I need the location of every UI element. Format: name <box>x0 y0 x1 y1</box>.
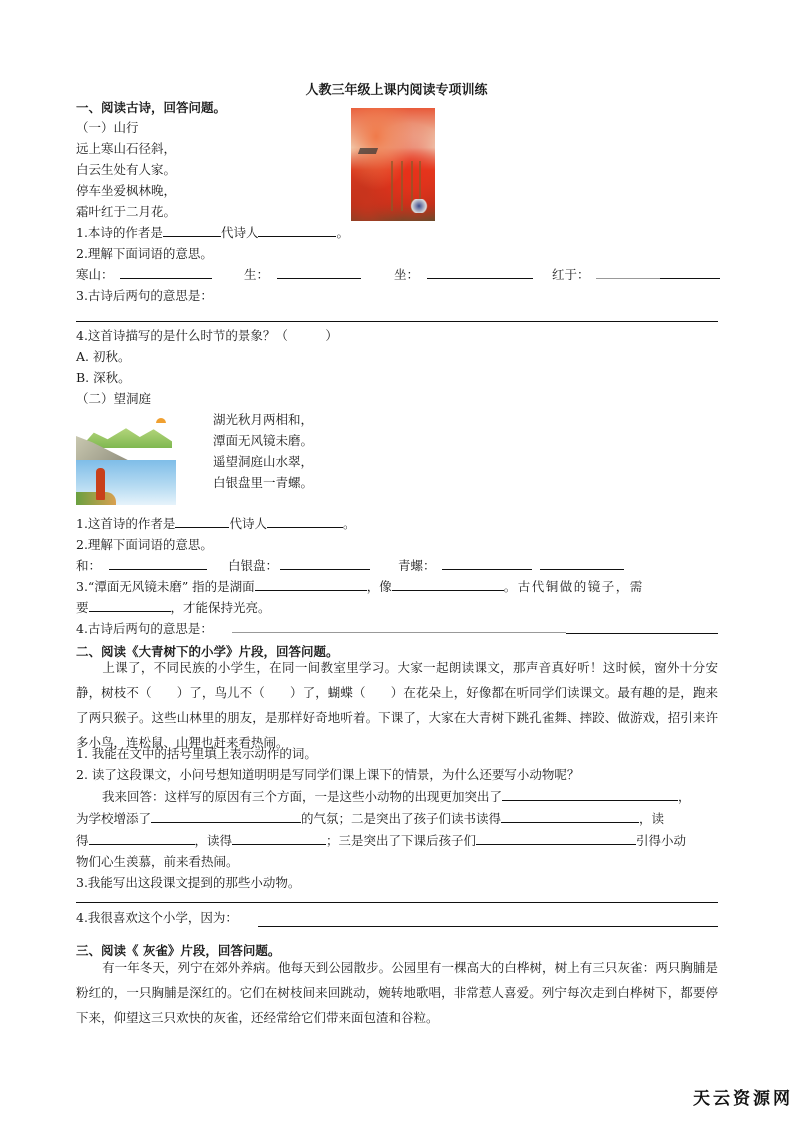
poem1-question-4: 4.这首诗描写的是什么时节的景象？（ ） <box>76 328 338 343</box>
question-text: 3.“潭面无风镜未磨” 指的是湖面 <box>76 579 255 594</box>
answer-line[interactable] <box>566 633 718 634</box>
hongyu-blank[interactable] <box>596 265 660 279</box>
answer-line[interactable] <box>258 926 718 927</box>
answer-text: 得 <box>76 833 89 848</box>
question-text: 。古代铜做的镜子，需 <box>503 579 644 594</box>
section2-question-2: 2. 读了这段课文，小问号想知道明明是写同学们课上课下的情景，为什么还要写小动物呢？ <box>76 767 580 782</box>
word-label: 青螺： <box>398 558 436 573</box>
question-text: 。 <box>336 225 349 240</box>
section2-question-1: 1. 我能在文中的括号里填上表示动作的词。 <box>76 746 317 761</box>
word-zuo <box>394 265 533 285</box>
sheng-blank[interactable] <box>277 265 361 279</box>
poem1-question-2: 2.理解下面词语的意思。 <box>76 246 213 261</box>
answer-blank-6[interactable] <box>476 831 636 845</box>
sun-shape <box>156 418 166 423</box>
maple-forest-image <box>351 108 435 221</box>
poem1-question-3: 3.古诗后两句的意思是： <box>76 288 213 303</box>
word-label: 红于： <box>552 267 590 282</box>
passage-text: 有一年冬天，列宁在郊外养病。他每天到公园散步。公园里有一棵高大的白桦树，树上有三只灰雀：两只胸脯是粉红的，一只胸脯是深红的。它们在树枝间来回跳动，婉转地歌唱，非常惹人喜爱。列宁每次走到白桦树下，都要停下来，仰望这三只欢快的灰雀，还经常给它们带来面包渣和谷粒。 <box>76 960 718 1025</box>
poem1-subtitle: （一）山行 <box>76 120 139 135</box>
word-baiyinpan <box>228 556 370 576</box>
lake-blank[interactable] <box>255 577 367 591</box>
word-hanshan <box>76 265 212 285</box>
section3-heading: 三、阅读《 灰雀》片段，回答问题。 <box>76 943 281 958</box>
word-qingluo <box>398 556 624 576</box>
section3-passage <box>76 955 718 1030</box>
author-blank[interactable] <box>163 223 221 237</box>
qingluo-blank-2[interactable] <box>540 556 624 570</box>
tree-trunk <box>401 161 403 211</box>
option-a[interactable]: A. 初秋。 <box>76 349 131 364</box>
answer-text: 为学校增添了 <box>76 811 152 826</box>
section2-question-3: 3.我能写出这段课文提到的那些小动物。 <box>76 875 301 890</box>
poem1-line: 停车坐爱枫林晚， <box>76 183 177 198</box>
poem1-line: 霜叶红于二月花。 <box>76 204 177 219</box>
answer-text: ；三是突出了下课后孩子们 <box>326 833 477 848</box>
word-label: 坐： <box>394 267 420 282</box>
tree-trunk <box>391 161 393 211</box>
hanshan-blank[interactable] <box>120 265 212 279</box>
question-text: ，像 <box>366 579 392 594</box>
baiyinpan-blank[interactable] <box>280 556 370 570</box>
answer-line-2 <box>76 809 664 829</box>
word-sheng <box>244 265 361 285</box>
poem2-subtitle: （二）望洞庭 <box>76 391 152 406</box>
poem2-question-3 <box>76 577 718 597</box>
section2-passage <box>76 655 718 755</box>
lake-dongting-image <box>76 410 176 505</box>
question-text: 要 <box>76 600 89 615</box>
author-blank[interactable] <box>175 514 229 528</box>
answer-line[interactable] <box>76 321 718 322</box>
house-shape <box>358 148 378 154</box>
poem2-line: 潭面无风镜未磨。 <box>213 433 314 448</box>
question-text: ，才能保持光亮。 <box>170 600 271 615</box>
poem2-line: 湖光秋月两相和， <box>213 412 314 427</box>
question-text: 1.本诗的作者是 <box>76 225 163 240</box>
answer-line-4: 物们心生羡慕，前来看热闹。 <box>76 854 239 869</box>
passage-text: 上课了，不同民族的小学生，在同一间教室里学习。大家一起朗读课文，那声音真好听！这时候，窗外十分安静，树枝不（ ）了，鸟儿不（ ）了，蝴蝶（ ）在花朵上，好像都在听同学们读课文。最有趣的是，跑来了两只猴子。这些山林里的朋友，是那样好奇地听着。下课了，大家在大青树下跳孔雀舞、摔跤、做游戏，招引来许多小鸟，连松鼠、山狸也赶来看热闹。 <box>76 660 718 750</box>
answer-blank-3[interactable] <box>501 809 639 823</box>
word-label: 生： <box>244 267 270 282</box>
answer-text: ，读 <box>639 811 665 826</box>
like-blank[interactable] <box>392 577 504 591</box>
answer-text: 引得小动 <box>636 833 687 848</box>
poem1-line: 远上寒山石径斜， <box>76 141 177 156</box>
document-title: 人教三年级上课内阅读专项训练 <box>305 83 488 98</box>
poem1-question-1 <box>76 223 349 243</box>
option-b[interactable]: B. 深秋。 <box>76 370 131 385</box>
zuo-blank[interactable] <box>427 265 533 279</box>
answer-line-3 <box>76 831 686 851</box>
hongyu-blank-2[interactable] <box>660 265 720 279</box>
dynasty-blank[interactable] <box>267 514 343 528</box>
poem2-question-1 <box>76 514 355 534</box>
poem2-question-3-cont <box>76 598 271 618</box>
answer-blank-1[interactable] <box>502 787 678 801</box>
person-shape <box>96 468 105 500</box>
question-text: 代诗人 <box>229 516 267 531</box>
word-label: 和： <box>76 558 102 573</box>
section2-heading: 二、阅读《大青树下的小学》片段，回答问题。 <box>76 644 339 659</box>
poem2-line: 遥望洞庭山水翠， <box>213 454 314 469</box>
answer-text: 我来回答：这样写的原因有三个方面，一是这些小动物的出现更加突出了 <box>102 789 503 804</box>
answer-blank-2[interactable] <box>151 809 301 823</box>
cart-shape <box>409 199 429 213</box>
poem2-line: 白银盘里一青螺。 <box>213 475 314 490</box>
word-label: 白银盘： <box>228 558 279 573</box>
question-text: 1.这首诗的作者是 <box>76 516 176 531</box>
answer-text: 的气氛；二是突出了孩子们读书读得 <box>301 811 502 826</box>
answer-text: ， <box>678 789 691 804</box>
question-text: 代诗人 <box>220 225 259 240</box>
word-he <box>76 556 207 576</box>
poem2-question-4: 4.古诗后两句的意思是： <box>76 621 213 636</box>
answer-line[interactable] <box>232 632 566 633</box>
question-text: 。 <box>342 516 356 531</box>
poem2-question-2: 2.理解下面词语的意思。 <box>76 537 213 552</box>
answer-text: ，读得 <box>194 833 233 848</box>
section2-question-4: 4.我很喜欢这个小学，因为： <box>76 910 238 925</box>
section1-heading: 一、阅读古诗，回答问题。 <box>76 100 227 115</box>
watermark: 天云资源网 <box>693 1089 793 1109</box>
he-blank[interactable] <box>109 556 207 570</box>
answer-line[interactable] <box>76 902 718 903</box>
word-hongyu <box>552 265 720 285</box>
mirror-blank[interactable] <box>89 598 171 612</box>
dynasty-blank[interactable] <box>258 223 336 237</box>
poem1-line: 白云生处有人家。 <box>76 162 177 177</box>
qingluo-blank[interactable] <box>442 556 532 570</box>
answer-blank-4[interactable] <box>89 831 195 845</box>
answer-line-1 <box>102 787 691 807</box>
word-label: 寒山： <box>76 267 114 282</box>
answer-blank-5[interactable] <box>232 831 326 845</box>
